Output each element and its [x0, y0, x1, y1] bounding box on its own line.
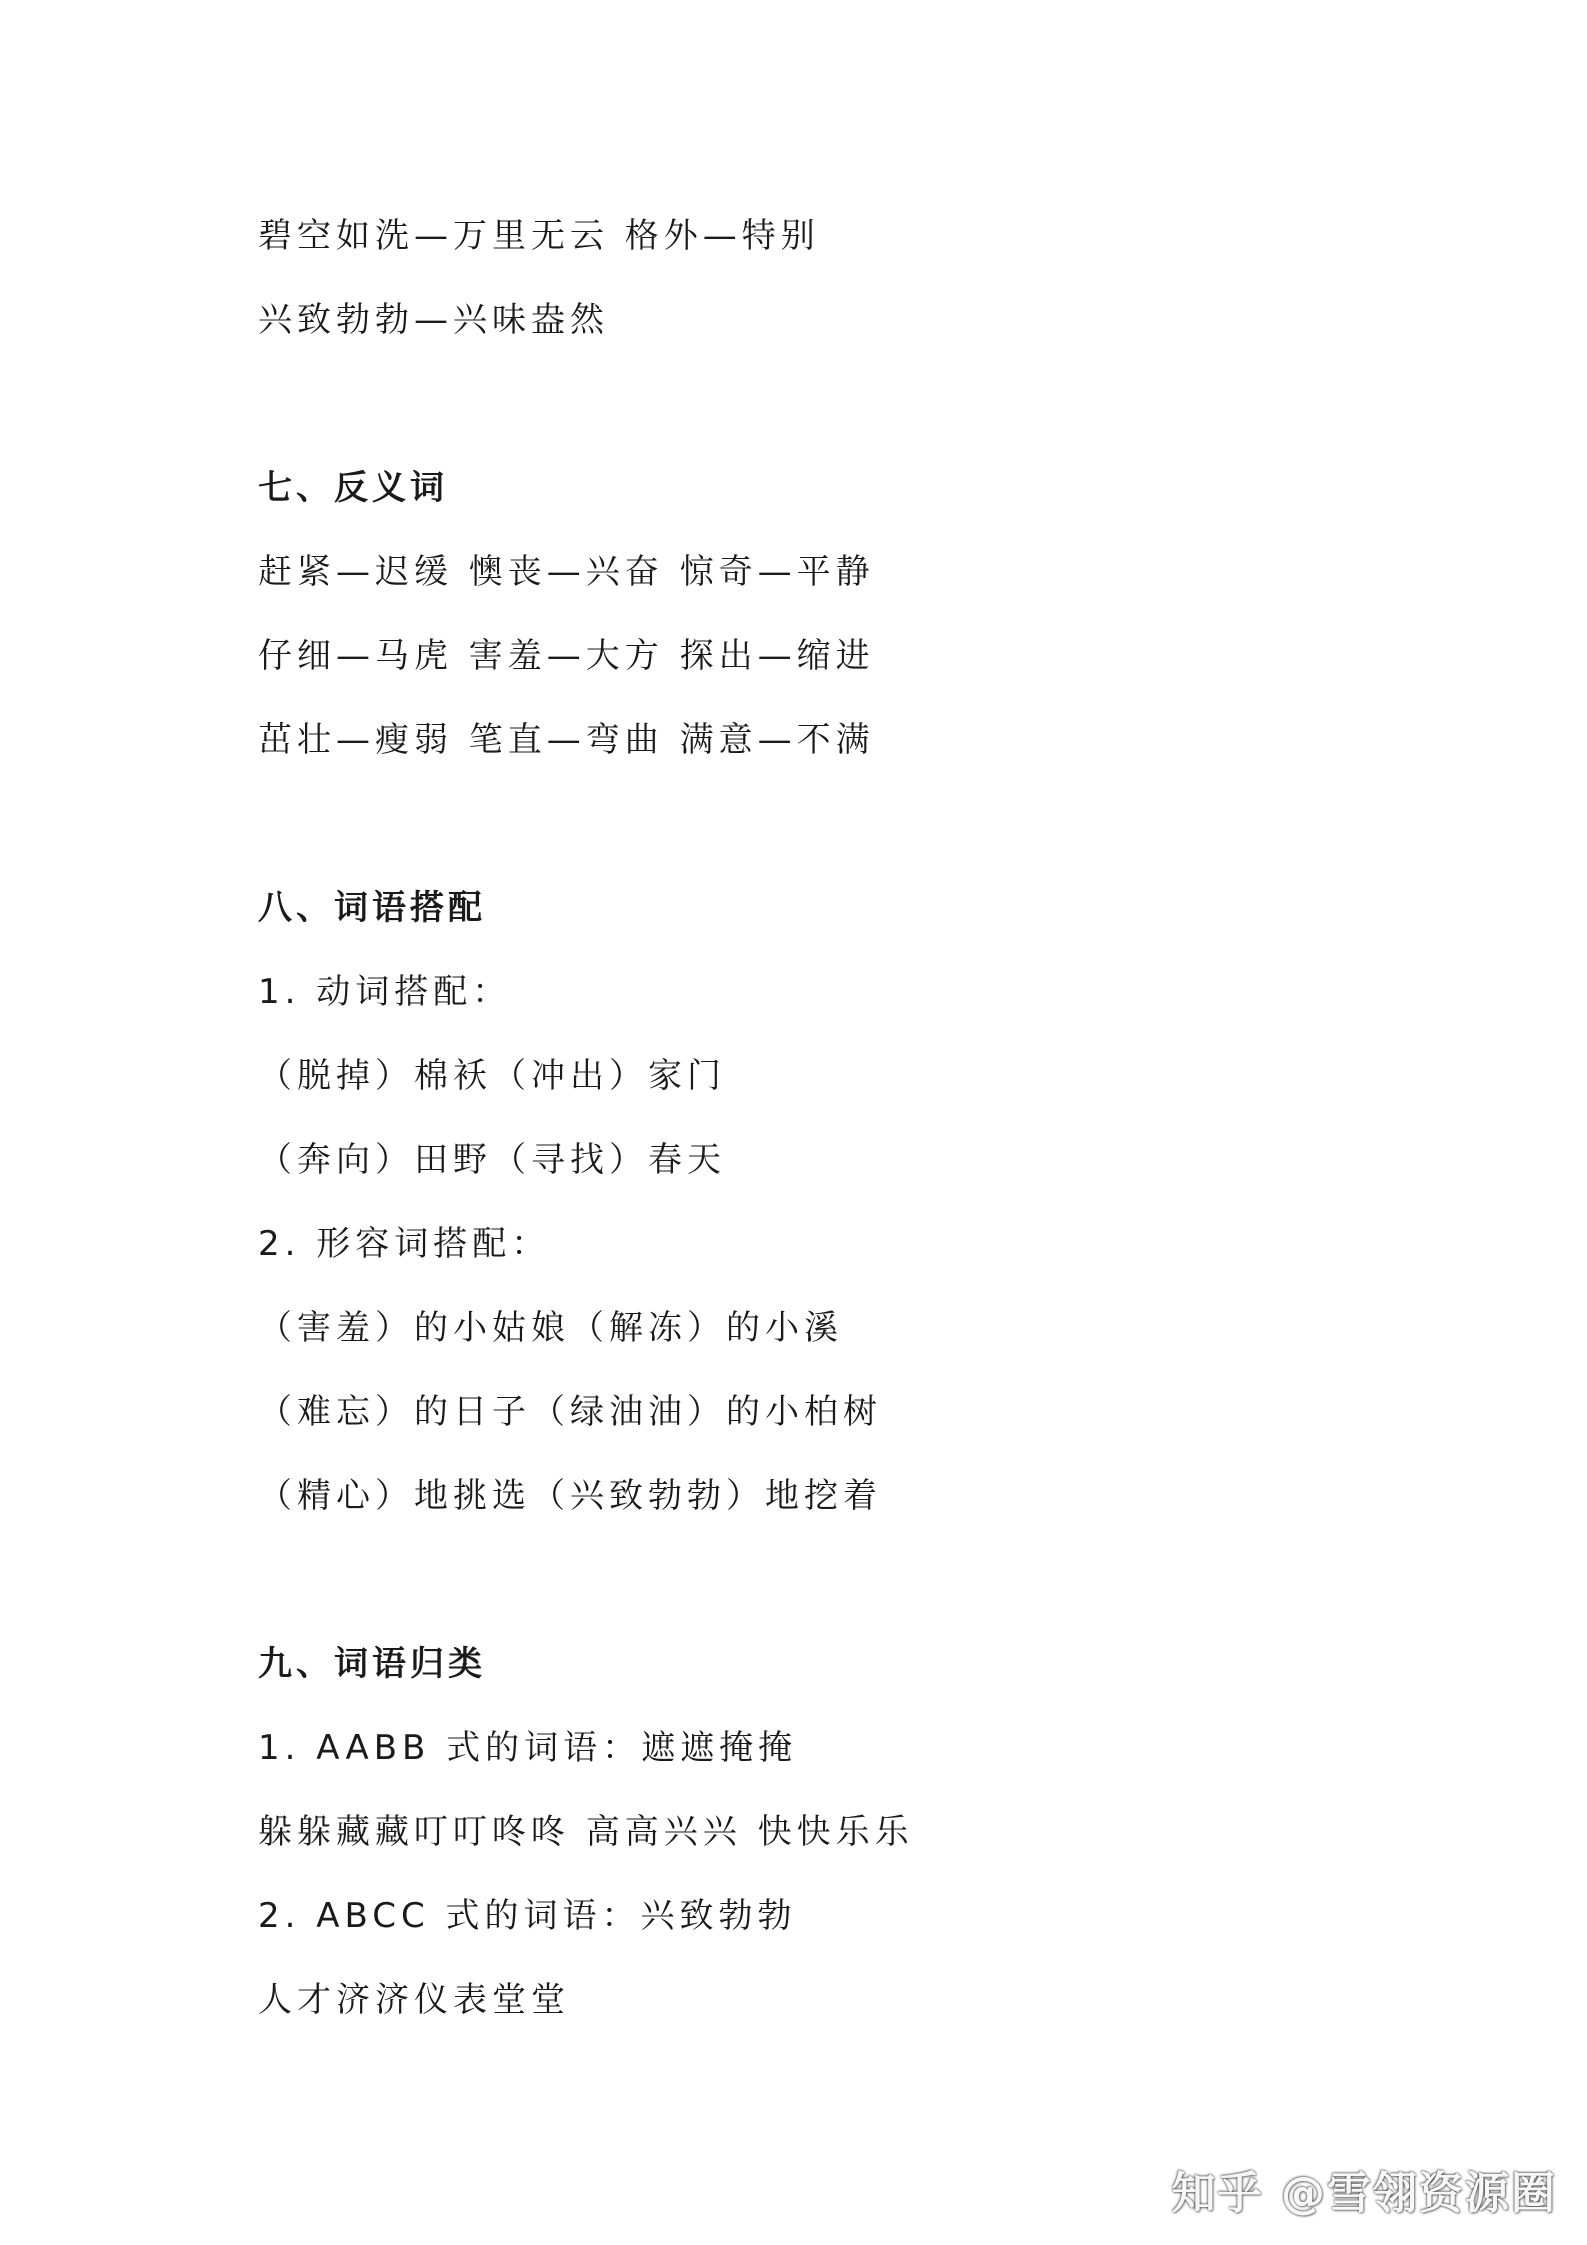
antonym-line: 茁壮—瘦弱 笔直—弯曲 满意—不满 [258, 720, 875, 760]
section-8-heading: 八、词语搭配 [258, 888, 486, 928]
antonym-line: 仔细—马虎 害羞—大方 探出—缩进 [258, 636, 875, 676]
section-7-heading: 七、反义词 [258, 468, 448, 508]
watermark: 知乎 @雪翎资源圈 [1171, 2168, 1557, 2219]
antonym-line: 赶紧—迟缓 懊丧—兴奋 惊奇—平静 [258, 552, 875, 592]
classification-line: 躲躲藏藏叮叮咚咚 高高兴兴 快快乐乐 [258, 1812, 914, 1852]
collocation-line: （难忘）的日子（绿油油）的小柏树 [258, 1392, 882, 1432]
collocation-line: （奔向）田野（寻找）春天 [258, 1140, 726, 1180]
classification-line: 人才济济仪表堂堂 [258, 1980, 570, 2020]
collocation-line: （害羞）的小姑娘（解冻）的小溪 [258, 1308, 843, 1348]
collocation-line: （精心）地挑选（兴致勃勃）地挖着 [258, 1476, 882, 1516]
collocation-line: （脱掉）棉袄（冲出）家门 [258, 1056, 726, 1096]
classification-line: 1. AABB 式的词语：遮遮掩掩 [258, 1728, 798, 1768]
synonym-line: 兴致勃勃—兴味盎然 [258, 300, 609, 340]
section-9-heading: 九、词语归类 [258, 1644, 486, 1684]
collocation-line: 1. 动词搭配： [258, 972, 512, 1012]
collocation-line: 2. 形容词搭配： [258, 1224, 551, 1264]
classification-line: 2. ABCC 式的词语：兴致勃勃 [258, 1896, 797, 1936]
synonym-line: 碧空如洗—万里无云 格外—特别 [258, 216, 820, 256]
